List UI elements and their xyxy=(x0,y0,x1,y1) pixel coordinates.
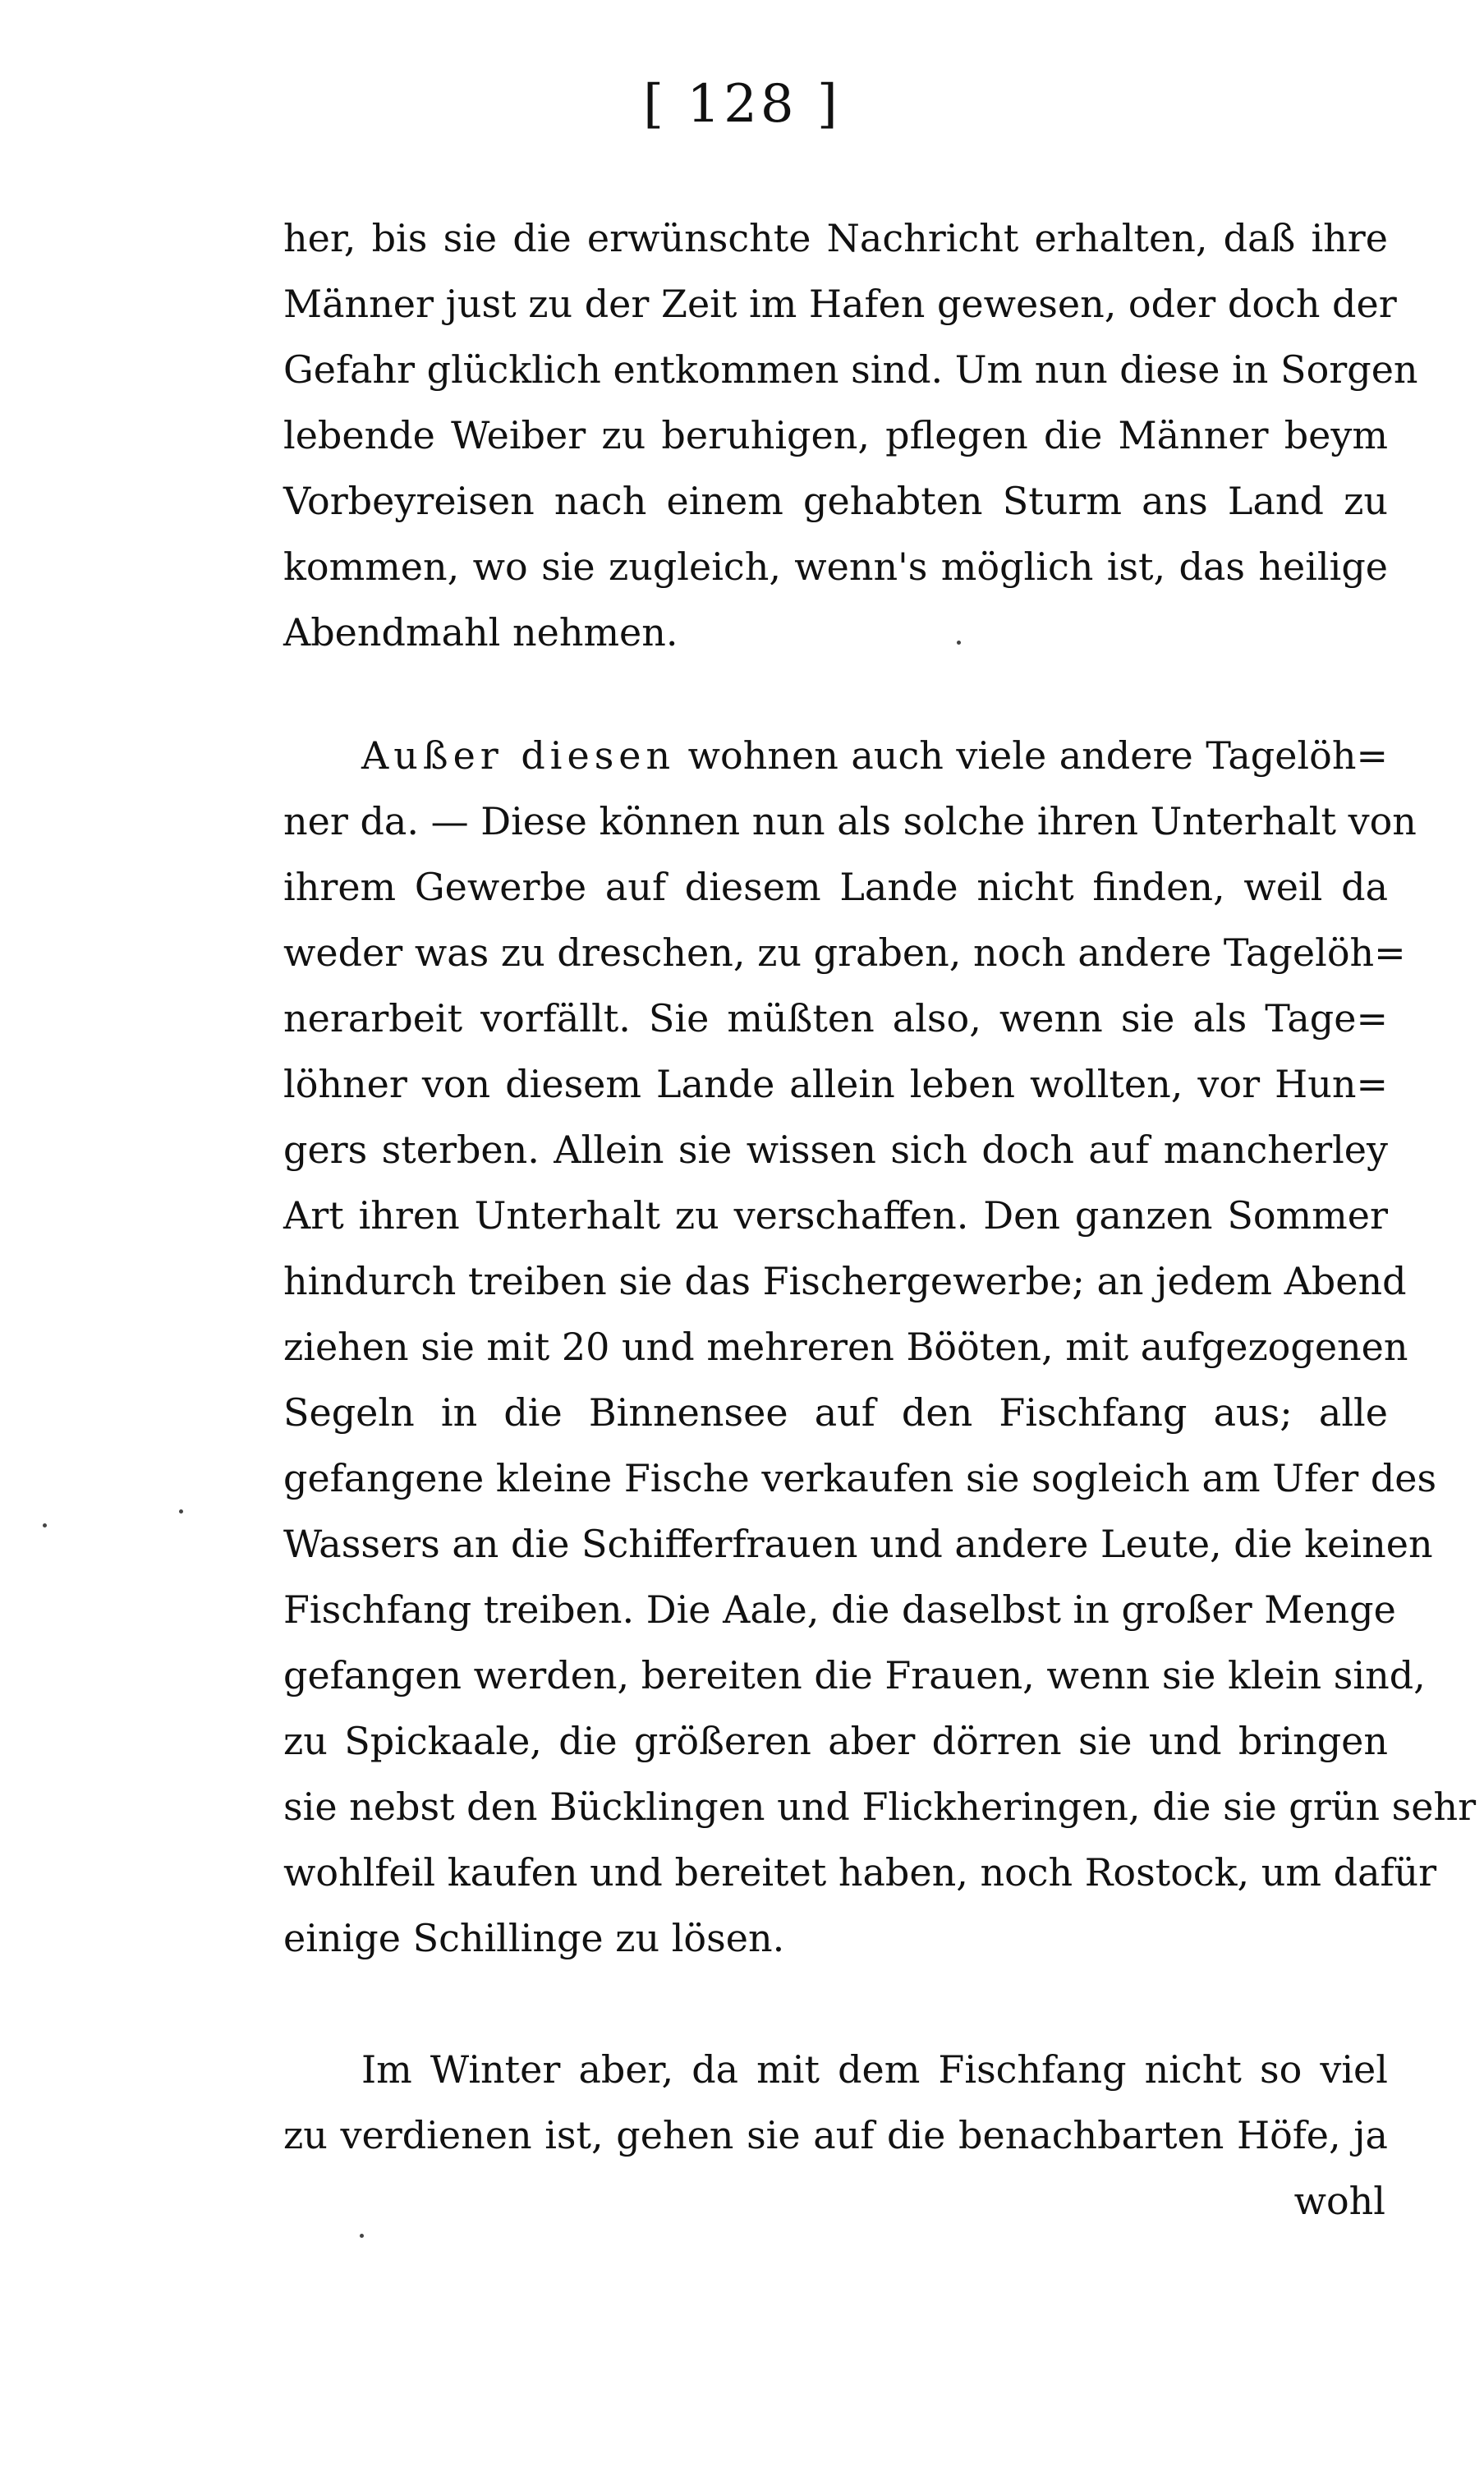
text-line: Fischfang treiben. Die Aale, die daselbst in großer Menge xyxy=(283,1587,1396,1632)
text-line: kommen, wo sie zugleich, wenn's möglich ist, das heilige xyxy=(283,544,1388,589)
text-line-first xyxy=(283,723,1388,788)
paper-speck xyxy=(179,1509,183,1514)
text-line: ner da. — Diese können nun als solche ihren Unterhalt von xyxy=(283,799,1417,843)
catchword: wohl xyxy=(1293,2179,1385,2223)
text-line: Abendmahl nehmen. xyxy=(283,610,678,655)
text-line: Vorbeyreisen nach einem gehabten Sturm ans Land zu xyxy=(283,479,1388,523)
text-line: löhner von diesem Lande allein leben wollten, vor Hun= xyxy=(283,1062,1388,1106)
text-line: weder was zu dreschen, zu graben, noch andere Tagelöh= xyxy=(283,930,1406,975)
paragraph-1 xyxy=(283,205,1418,665)
text-line: Im Winter aber, da mit dem Fischfang nicht so viel xyxy=(361,2047,1388,2092)
page-number: [ 128 ] xyxy=(643,74,841,135)
text-line: Segeln in die Binnensee auf den Fischfang aus; alle xyxy=(283,1390,1388,1435)
text-line: sie nebst den Bücklingen und Flickheringen, die sie grün sehr xyxy=(283,1785,1477,1829)
text-line: Männer just zu der Zeit im Hafen gewesen, oder doch der xyxy=(283,282,1397,326)
paper-speck xyxy=(43,1523,47,1527)
text-line: hindurch treiben sie das Fischergewerbe; an jedem Abend xyxy=(283,1259,1407,1303)
text-line: ihrem Gewerbe auf diesem Lande nicht finden, weil da xyxy=(283,865,1388,909)
spaced-lead-words: Außer diesen xyxy=(361,733,676,778)
paper-speck xyxy=(360,2234,364,2238)
text-line: nerarbeit vorfällt. Sie müßten also, wenn sie als Tage= xyxy=(283,996,1388,1040)
text-line: zu Spickaale, die größeren aber dörren sie und bringen xyxy=(283,1719,1388,1763)
paragraph-3 xyxy=(283,2037,1388,2168)
text-line: einige Schillinge zu lösen. xyxy=(283,1916,785,1960)
text-line: gefangene kleine Fische verkaufen sie sogleich am Ufer des xyxy=(283,1456,1437,1500)
text-line: lebende Weiber zu beruhigen, pflegen die Männer beym xyxy=(283,413,1388,457)
text-line: Wassers an die Schifferfrauen und andere Leute, die keinen xyxy=(283,1522,1433,1566)
text-line: zu verdienen ist, gehen sie auf die benachbarten Höfe, ja xyxy=(283,2113,1388,2157)
text-line: gefangen werden, bereiten die Frauen, wenn sie klein sind, xyxy=(283,1653,1426,1697)
text-line: ziehen sie mit 20 und mehreren Bööten, mit aufgezogenen xyxy=(283,1325,1408,1369)
text-line: Gefahr glücklich entkommen sind. Um nun diese in Sorgen xyxy=(283,347,1418,392)
paper-speck xyxy=(957,641,961,645)
text-line: Art ihren Unterhalt zu verschaffen. Den ganzen Sommer xyxy=(283,1193,1388,1238)
text-line-rest: wohnen auch viele andere Tagelöh= xyxy=(675,733,1388,778)
text-line: gers sterben. Allein sie wissen sich doch auf mancherley xyxy=(283,1128,1388,1172)
paragraph-2 xyxy=(283,723,1477,1971)
text-line: wohlfeil kaufen und bereitet haben, noch Rostock, um dafür xyxy=(283,1850,1437,1895)
text-line: her, bis sie die erwünschte Nachricht erhalten, daß ihre xyxy=(283,216,1388,260)
